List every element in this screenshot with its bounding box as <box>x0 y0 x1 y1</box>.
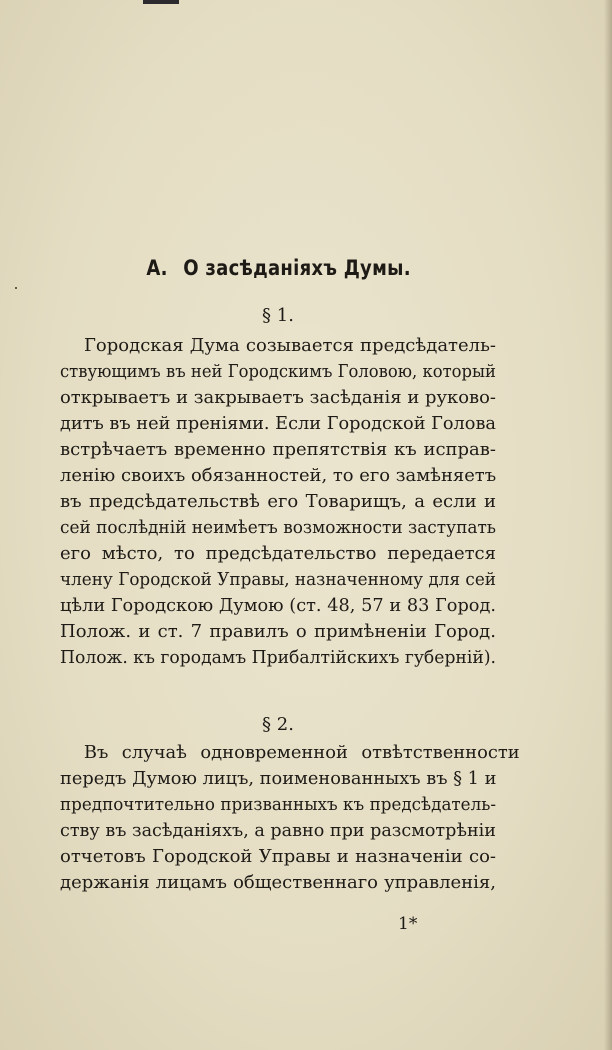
page-edge-shadow <box>604 0 612 1050</box>
chapter-title: О засѣданіяхъ Думы. <box>183 256 411 280</box>
top-edge-mark <box>143 0 179 4</box>
text-line: въ предсѣдательствѣ его Товарищъ, а если и <box>60 491 496 512</box>
text-line: Полож. къ городамъ Прибалтійскихъ губерній). <box>60 647 496 668</box>
text-line: Полож. и ст. 7 правилъ о примѣненіи Город. <box>60 621 496 642</box>
text-line: открываетъ и закрываетъ засѣданія и руково- <box>60 387 496 408</box>
text-line: члену Городской Управы, назначенному для сей <box>60 569 496 590</box>
text-line: держанія лицамъ общественнаго управленія, <box>60 872 496 893</box>
text-line: передъ Думою лицъ, поименованныхъ въ § 1 и <box>60 768 497 789</box>
text-line: Въ случаѣ одновременной отвѣтственности <box>83 742 520 763</box>
text-line: Городская Дума созывается предсѣдатель- <box>84 335 496 356</box>
printer-signature: 1* <box>398 914 418 934</box>
paper-speck <box>15 287 17 289</box>
chapter-letter: А. <box>146 256 168 280</box>
text-line: его мѣсто, то предсѣдательство передается <box>60 543 496 564</box>
text-line: дитъ въ ней преніями. Если Городской Голова <box>60 413 497 434</box>
text-line: сей послѣдній неимѣетъ возможности заступать <box>60 517 497 538</box>
text-line: ству въ засѣданіяхъ, а равно при разсмотрѣніи <box>60 820 497 841</box>
text-line: ствующимъ въ ней Городскимъ Головою, который <box>60 361 496 382</box>
section-1-text <box>60 333 496 671</box>
text-line: отчетовъ Городской Управы и назначеніи со- <box>60 846 496 867</box>
text-line: цѣли Городскою Думою (ст. 48, 57 и 83 Город. <box>60 595 497 616</box>
text-line: ленію своихъ обязанностей, то его замѣняетъ <box>60 465 497 486</box>
section-2-mark: § 2. <box>262 714 294 735</box>
section-1-mark: § 1. <box>262 305 294 326</box>
text-line: встрѣчаетъ временно препятствія къ исправ- <box>60 439 496 460</box>
chapter-heading <box>38 256 511 280</box>
text-line: предпочтительно призванныхъ къ предсѣдатель- <box>60 794 496 815</box>
section-2-text <box>60 740 520 896</box>
